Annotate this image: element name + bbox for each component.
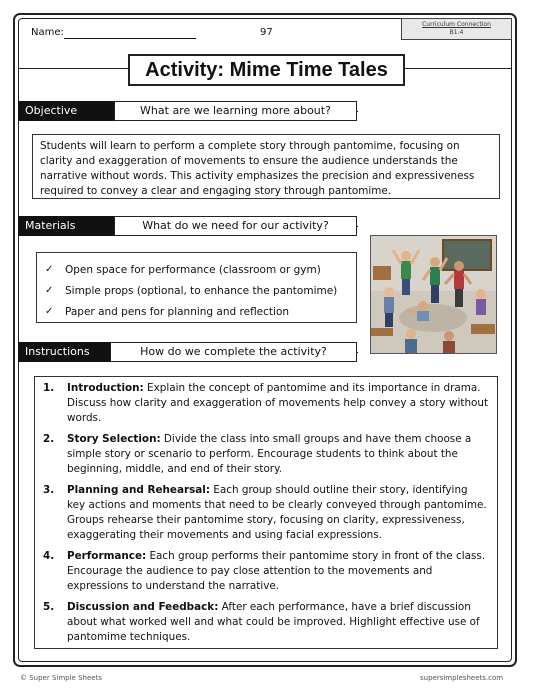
step-number: 3. (43, 484, 55, 496)
step-heading: Discussion and Feedback: (67, 601, 219, 613)
check-icon: ✓ (45, 306, 54, 317)
step-number: 2. (43, 433, 55, 445)
step-heading: Performance: (67, 550, 147, 562)
step-heading: Story Selection: (67, 433, 161, 445)
objective-text: Students will learn to perform a complete story through pantomime, focusing on clarity and exaggeration of movements to ensure the audience understands the narrative without words. This activity emphasizes the precision and expressiveness required to convey a clear and engaging story through pantomime. (32, 134, 500, 199)
step-body: Divide the class into small groups and have them choose a simple story or scenario to perform. Encourage students to think about the beginning, middle, and end of their story. (67, 433, 472, 475)
step-text (67, 549, 489, 594)
material-text: Paper and pens for planning and reflection (65, 305, 290, 318)
objective-label: Objective (18, 101, 115, 121)
list-item (43, 549, 489, 594)
list-item (45, 259, 348, 280)
step-number: 4. (43, 550, 55, 562)
activity-title: Activity: Mime Time Tales (128, 54, 405, 86)
materials-label: Materials (18, 216, 115, 236)
instructions-list (34, 376, 498, 649)
step-heading: Planning and Rehearsal: (67, 484, 211, 496)
list-item (45, 301, 348, 322)
page-number: 97 (260, 27, 273, 38)
list-item (45, 280, 348, 301)
step-text (67, 432, 489, 477)
step-heading: Introduction: (67, 382, 144, 394)
footer-website[interactable]: supersimplesheets.com (420, 674, 504, 682)
list-item (43, 432, 489, 477)
instructions-label: Instructions (18, 342, 111, 362)
classroom-pantomime-illustration (370, 235, 497, 354)
check-icon: ✓ (45, 285, 54, 296)
step-body: Explain the concept of pantomime and its importance in drama. Discuss how clarity and exaggeration of movements help convey a story without words. (67, 382, 489, 424)
curriculum-connection-code: B1.4 (449, 29, 464, 36)
step-body: Each group performs their pantomime story in front of the class. Encourage the audience to pay close attention to the movements and expressions to understand the narrative. (67, 550, 486, 592)
step-text (67, 600, 489, 645)
illustration-svg (371, 236, 496, 353)
step-number: 5. (43, 601, 55, 613)
list-item (43, 600, 489, 645)
curriculum-connection-box (401, 18, 512, 40)
objective-question: What are we learning more about? (114, 101, 357, 121)
instructions-question: How do we complete the activity? (110, 342, 357, 362)
material-text: Open space for performance (classroom or gym) (65, 263, 321, 276)
footer-copyright: © Super Simple Sheets (20, 674, 102, 682)
list-item (43, 483, 489, 543)
list-item (43, 381, 489, 426)
step-number: 1. (43, 382, 55, 394)
curriculum-connection-title: Curriculum Connection (422, 21, 491, 28)
materials-question: What do we need for our activity? (114, 216, 357, 236)
materials-list (36, 252, 357, 323)
material-text: Simple props (optional, to enhance the pantomime) (65, 284, 338, 297)
step-text (67, 483, 489, 543)
name-label: Name: (31, 27, 64, 38)
name-line (64, 38, 196, 39)
step-body: Each group should outline their story, identifying key actions and moments that need to be clearly conveyed through pantomime. Groups rehearse their pantomime story, focusing on clarity, expressiveness, exaggerating their movements and using facial expressions. (67, 484, 487, 541)
step-text (67, 381, 489, 426)
check-icon: ✓ (45, 264, 54, 275)
step-body: After each performance, have a brief discussion about what worked well and what could be improved. Highlight effective use of pantomime techniques. (67, 601, 480, 643)
